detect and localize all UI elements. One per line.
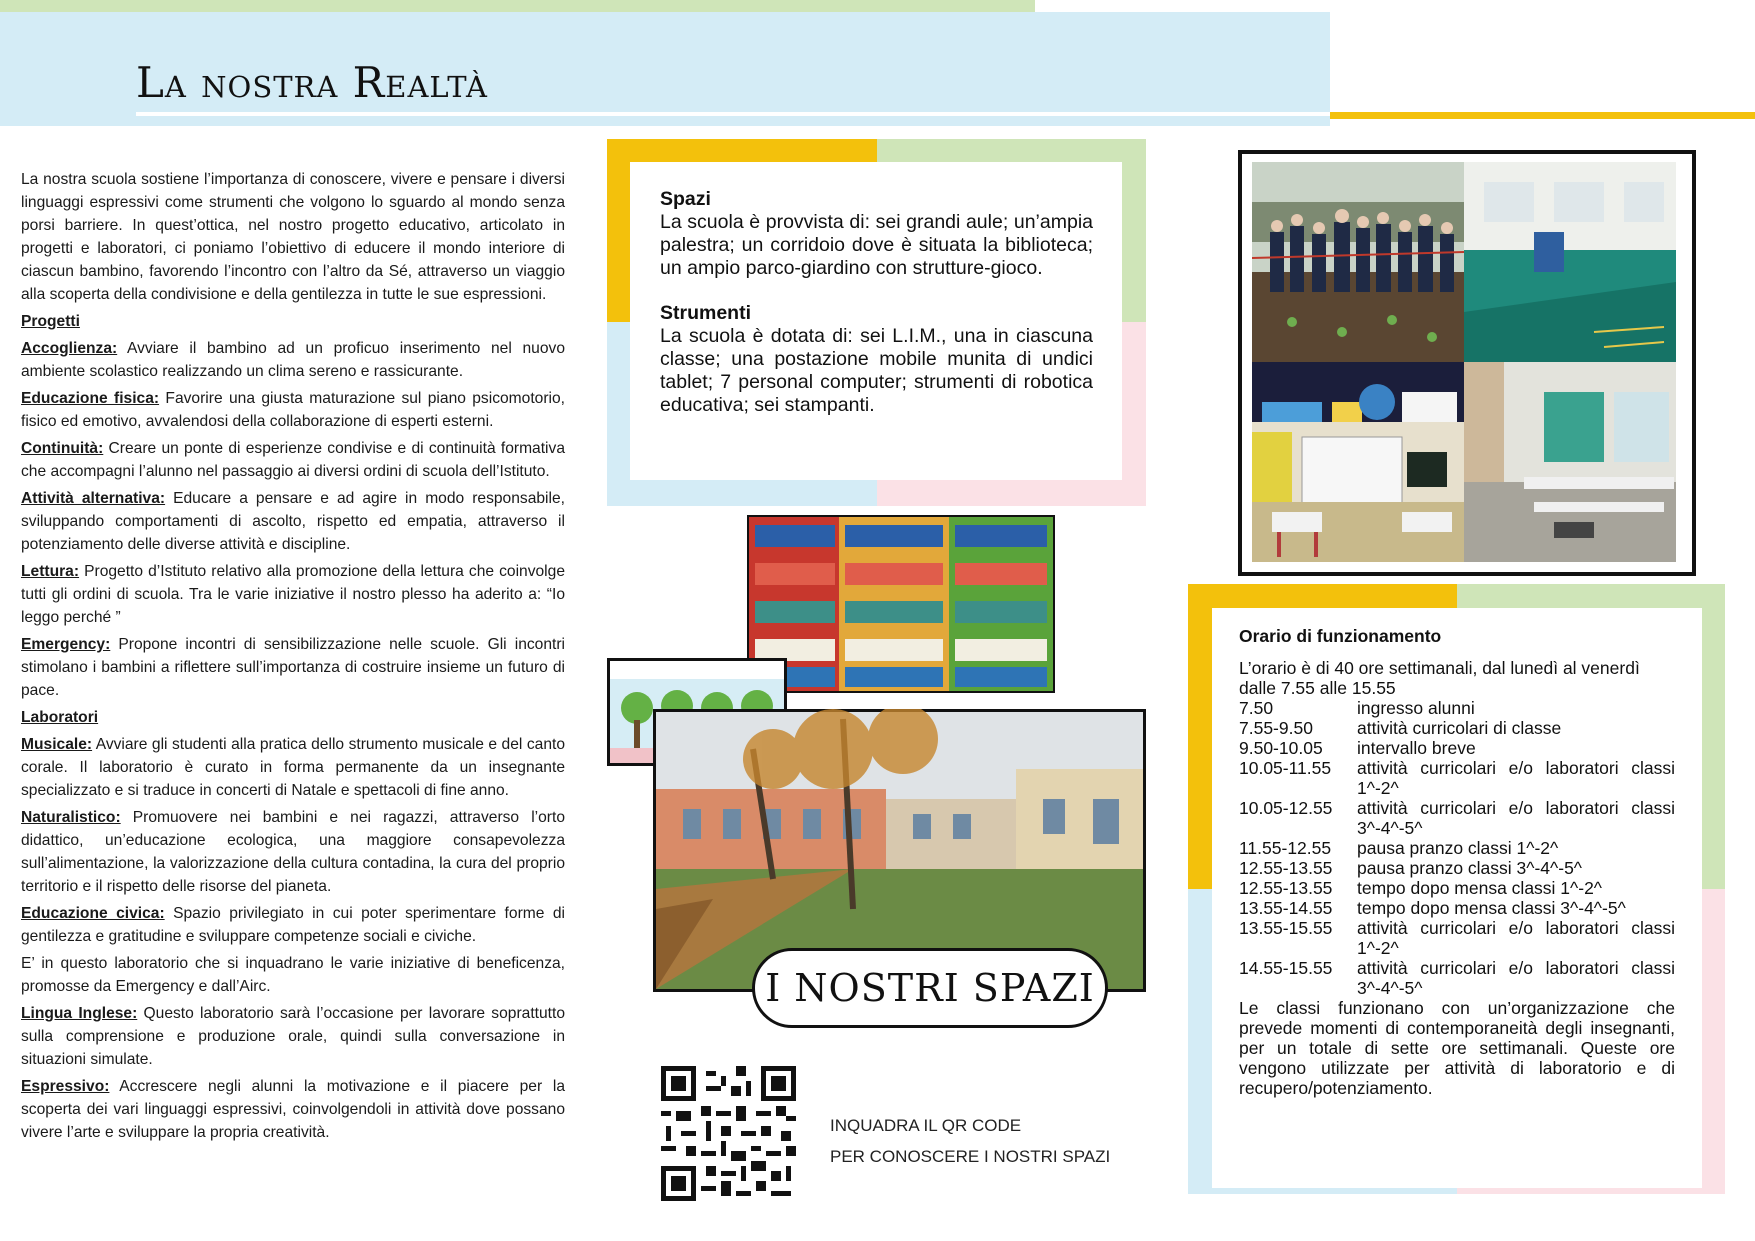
photo-collage bbox=[1238, 150, 1696, 576]
schedule-desc: attività curricolari e/o laboratori classi 3^-4^-5^ bbox=[1357, 958, 1675, 998]
progetti-item bbox=[21, 387, 565, 433]
progetti-item-label: Emergency: bbox=[21, 636, 111, 653]
orario-heading: Orario di funzionamento bbox=[1239, 626, 1442, 646]
progetti-item-text: Favorire una giusta maturazione sul piano psicomotorio, fisico ed emotivo, avvalendosi della collaborazione di esperti esterni. bbox=[21, 390, 565, 430]
schedule-desc: intervallo breve bbox=[1357, 738, 1476, 758]
schedule-row bbox=[1239, 958, 1675, 998]
qr-line-1: INQUADRA IL QR CODE bbox=[830, 1116, 1022, 1135]
qr-line-2: PER CONOSCERE I NOSTRI SPAZI bbox=[830, 1147, 1111, 1166]
title-underline bbox=[136, 112, 1330, 116]
library-photo bbox=[747, 515, 1055, 693]
progetti-item-label: Educazione fisica: bbox=[21, 390, 160, 407]
laboratori-item-text: E’ in questo laboratorio che si inquadrano le varie iniziative di beneficenza, promosse da Emergency e dall’Airc. bbox=[21, 955, 565, 995]
schedule-time: 14.55-15.55 bbox=[1239, 958, 1333, 978]
schedule-time: 9.50-10.05 bbox=[1239, 738, 1323, 758]
orario-schedule bbox=[1239, 698, 1675, 998]
schedule-time: 10.05-12.55 bbox=[1239, 798, 1333, 818]
strumenti-heading: Strumenti bbox=[660, 302, 752, 324]
schedule-time: 10.05-11.55 bbox=[1239, 758, 1332, 778]
progetti-item-label: Continuità: bbox=[21, 440, 104, 457]
schedule-row bbox=[1239, 918, 1675, 958]
laboratori-item-label: Educazione civica: bbox=[21, 905, 165, 922]
nostri-spazi-banner: I NOSTRI SPAZI bbox=[752, 948, 1108, 1028]
schedule-desc: pausa pranzo classi 3^-4^-5^ bbox=[1357, 858, 1583, 878]
laboratori-item-text: Spazio privilegiato in cui poter sperimentare forme di gentilezza e gratitudine e sviluppare competenze sociali e civiche. bbox=[21, 905, 565, 945]
laboratori-item-text: Avviare gli studenti alla pratica dello strumento musicale e del canto corale. Il laboratorio è curato in forma permanente da un insegnante specializzato e si traduce in concerti di Natale e spettacoli di fine anno. bbox=[21, 736, 565, 799]
schedule-desc: attività curricolari e/o laboratori classi 1^-2^ bbox=[1357, 758, 1675, 798]
progetti-item bbox=[21, 560, 565, 629]
laboratori-item-label: Musicale: bbox=[21, 736, 93, 753]
schedule-time: 13.55-14.55 bbox=[1239, 898, 1333, 918]
laboratori-list bbox=[21, 733, 565, 1144]
garden-photo bbox=[1252, 162, 1464, 362]
schedule-time: 13.55-15.55 bbox=[1239, 918, 1333, 938]
progetti-item-text: Educare a pensare e ad agire in modo responsabile, sviluppando comportamenti di ascolto, rispetto ed empatia, attraverso il potenziamento delle diverse attività e discipline. bbox=[21, 490, 565, 553]
schedule-row bbox=[1239, 858, 1675, 878]
laboratori-heading: Laboratori bbox=[21, 709, 99, 726]
laboratori-item-text: Promuovere nei bambini e nei ragazzi, attraverso l’orto didattico, un’educazione ecologica, una maggiore consapevolezza sull’alimentazione, la valorizzazione della cultura contadina, la cura del proprio territorio e il rispetto delle risorse del pianeta. bbox=[21, 809, 565, 895]
schedule-desc: pausa pranzo classi 1^-2^ bbox=[1357, 838, 1559, 858]
schedule-desc: attività curricolari e/o laboratori classi 1^-2^ bbox=[1357, 918, 1675, 958]
progetti-list bbox=[21, 337, 565, 702]
classroom-photo bbox=[1252, 362, 1464, 562]
schedule-desc: attività curricolari e/o laboratori classi 3^-4^-5^ bbox=[1357, 798, 1675, 838]
laboratori-item bbox=[21, 733, 565, 802]
laboratori-item-label: Espressivo: bbox=[21, 1078, 110, 1095]
laboratori-item bbox=[21, 806, 565, 898]
laboratori-item bbox=[21, 1075, 565, 1144]
progetti-heading: Progetti bbox=[21, 313, 80, 330]
schedule-row bbox=[1239, 718, 1675, 738]
progetti-item bbox=[21, 337, 565, 383]
schedule-time: 12.55-13.55 bbox=[1239, 858, 1333, 878]
progetti-item-text: Creare un ponte di esperienze condivise e di continuità formativa che accompagni l’alunno nel passaggio ai diversi ordini di scuola dell’Istituto. bbox=[21, 440, 565, 480]
schedule-row bbox=[1239, 838, 1675, 858]
gold-rule bbox=[1330, 112, 1755, 119]
qr-instructions bbox=[830, 1110, 1110, 1172]
empty-classroom-photo bbox=[1464, 362, 1676, 562]
laboratori-item-text: Accrescere negli alunni la motivazione e il piacere per la scoperta dei vari linguaggi espressivi, coinvolgendoli in attività dove possano vivere l’arte e sviluppare la propria creatività. bbox=[21, 1078, 565, 1141]
intro-paragraph: La nostra scuola sostiene l’importanza di conoscere, vivere e pensare i diversi linguaggi espressivi come strumenti che volgono lo sguardo al mondo senza porsi barriere. In quest’ottica, nel nostro progetto educativo, articolato in progetti e laboratori, ci poniamo l’obiettivo di educere il mondo interiore di ciascun bambino, favorendo l’incontro con l’altro da Sé, attraverso un viaggio alla scoperta della condivisione e della gentilezza in tutte le sue espressioni. bbox=[21, 171, 565, 303]
laboratori-item bbox=[21, 952, 565, 998]
schedule-desc: ingresso alunni bbox=[1357, 698, 1475, 718]
schedule-desc: attività curricolari di classe bbox=[1357, 718, 1562, 738]
orario-intro: L’orario è di 40 ore settimanali, dal lunedì al venerdì dalle 7.55 alle 15.55 bbox=[1239, 658, 1640, 698]
spazi-heading: Spazi bbox=[660, 188, 711, 210]
schedule-desc: tempo dopo mensa classi 1^-2^ bbox=[1357, 878, 1603, 898]
progetti-item bbox=[21, 487, 565, 556]
laboratori-item-label: Naturalistico: bbox=[21, 809, 121, 826]
schedule-time: 12.55-13.55 bbox=[1239, 878, 1333, 898]
orario-footer: Le classi funzionano con un’organizzazione che prevede momenti di contemporaneità degli insegnanti, per un totale di sette ore settimanali. Queste ore vengono utilizzate per attività di laboratorio e di recupero/potenziamento. bbox=[1239, 998, 1675, 1098]
gym-photo bbox=[1464, 162, 1676, 362]
qr-code[interactable] bbox=[661, 1066, 796, 1201]
progetti-item-text: Avviare il bambino ad un proficuo inserimento nel nuovo ambiente scolastico realizzando un clima sereno e rassicurante. bbox=[21, 340, 565, 380]
schedule-desc: tempo dopo mensa classi 3^-4^-5^ bbox=[1357, 898, 1626, 918]
progetti-item-text: Progetto d’Istituto relativo alla promozione della lettura che coinvolge tutti gli ordini di scuola. Tra le varie iniziative il nostro plesso ha aderito a: “Io leggo perché ” bbox=[21, 563, 565, 626]
strumenti-text: La scuola è dotata di: sei L.I.M., una in ciascuna classe; una postazione mobile munita di undici tablet; 7 personal computer; strumenti di robotica educativa; sei stampanti. bbox=[660, 325, 1093, 416]
schedule-time: 7.50 bbox=[1239, 698, 1274, 718]
progetti-item bbox=[21, 437, 565, 483]
progetti-item bbox=[21, 633, 565, 702]
left-column bbox=[21, 168, 565, 1148]
laboratori-item-text: Questo laboratorio sarà l’occasione per lavorare soprattutto sulla comprensione e produzione orale, quindi sulla conversazione in situazioni simulate. bbox=[21, 1005, 565, 1068]
progetti-item-label: Lettura: bbox=[21, 563, 80, 580]
laboratori-item-label: Lingua Inglese: bbox=[21, 1005, 138, 1022]
schedule-time: 11.55-12.55 bbox=[1239, 838, 1332, 858]
spazi-box bbox=[630, 162, 1122, 480]
schedule-row bbox=[1239, 878, 1675, 898]
schedule-row bbox=[1239, 758, 1675, 798]
spazi-text: La scuola è provvista di: sei grandi aule; un’ampia palestra; un corridoio dove è situata la biblioteca; un ampio parco-giardino con strutture-gioco. bbox=[660, 211, 1093, 279]
schedule-row bbox=[1239, 738, 1675, 758]
schedule-row bbox=[1239, 798, 1675, 838]
schedule-row bbox=[1239, 898, 1675, 918]
page-title: La nostra Realtà bbox=[136, 58, 488, 107]
progetti-item-label: Accoglienza: bbox=[21, 340, 118, 357]
schedule-time: 7.55-9.50 bbox=[1239, 718, 1313, 738]
laboratori-item bbox=[21, 902, 565, 948]
laboratori-item bbox=[21, 1002, 565, 1071]
progetti-item-text: Propone incontri di sensibilizzazione nelle scuole. Gli incontri stimolano i bambini a riflettere sull’importanza di costruire insieme un futuro di pace. bbox=[21, 636, 565, 699]
progetti-item-label: Attività alternativa: bbox=[21, 490, 166, 507]
schedule-row bbox=[1239, 698, 1675, 718]
orario-box bbox=[1212, 608, 1702, 1188]
